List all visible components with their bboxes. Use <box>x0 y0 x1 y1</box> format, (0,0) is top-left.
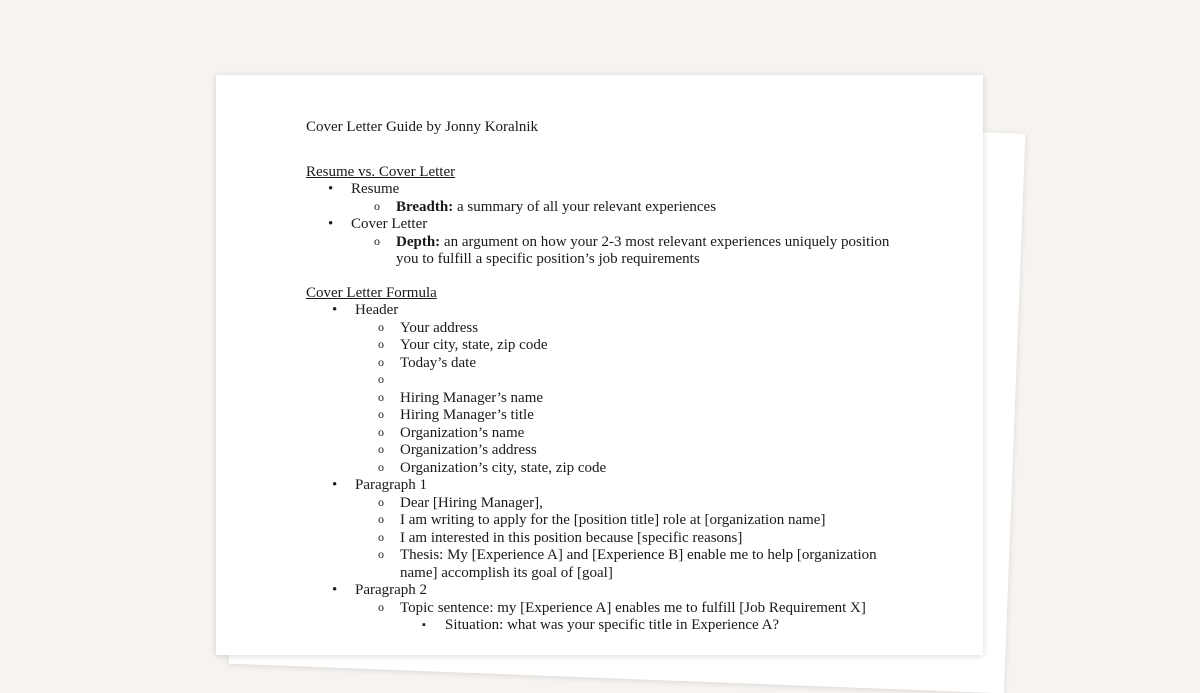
depth-label: Depth: <box>396 233 441 250</box>
list-item: o Today’s date <box>306 355 906 373</box>
list-item-paragraph-1: • Paragraph 1 <box>306 477 906 495</box>
list-item: o Hiring Manager’s name <box>306 390 906 408</box>
list-item-resume: • Resume <box>306 181 906 199</box>
list-item: o Dear [Hiring Manager], <box>306 495 906 513</box>
list-item: o Your city, state, zip code <box>306 337 906 355</box>
list-item-breadth <box>306 199 906 217</box>
list-item-depth <box>306 234 891 269</box>
list-item: o I am writing to apply for the [position title] role at [organization name] <box>306 512 906 530</box>
section-resume-vs-cover-letter <box>306 164 906 269</box>
document-page <box>216 75 983 655</box>
list-item: o Thesis: My [Experience A] and [Experience B] enable me to help [organization name] accomplish its goal of [goal] <box>306 547 900 582</box>
list-item: o Organization’s city, state, zip code <box>306 460 906 478</box>
list-item: o I am interested in this position because [specific reasons] <box>306 530 906 548</box>
bullet-list <box>306 181 906 269</box>
breadth-label: Breadth: <box>396 198 454 215</box>
list-item-empty <box>306 372 906 390</box>
section-cover-letter-formula <box>306 285 906 635</box>
list-item: o Organization’s address <box>306 442 906 460</box>
section-heading: Cover Letter Formula <box>306 284 437 301</box>
list-item: o Your address <box>306 320 906 338</box>
list-item-header: • Header <box>306 302 906 320</box>
section-heading: Resume vs. Cover Letter <box>306 163 456 180</box>
breadth-text: a summary of all your relevant experiences <box>453 198 717 215</box>
list-item: o Organization’s name <box>306 425 906 443</box>
list-item: o Hiring Manager’s title <box>306 407 906 425</box>
document-title: Cover Letter Guide by Jonny Koralnik <box>306 119 539 135</box>
list-item: o Topic sentence: my [Experience A] enables me to fulfill [Job Requirement X] <box>306 600 906 618</box>
list-item-cover-letter: • Cover Letter <box>306 216 906 234</box>
document-body <box>306 119 906 635</box>
formula-list <box>306 302 906 635</box>
list-item-paragraph-2: • Paragraph 2 <box>306 582 906 600</box>
list-subitem: ▪ Situation: what was your specific title in Experience A? <box>306 617 906 635</box>
depth-text: an argument on how your 2-3 most relevant experiences uniquely position you to fulfill a specific position’s job requirements <box>396 233 890 267</box>
